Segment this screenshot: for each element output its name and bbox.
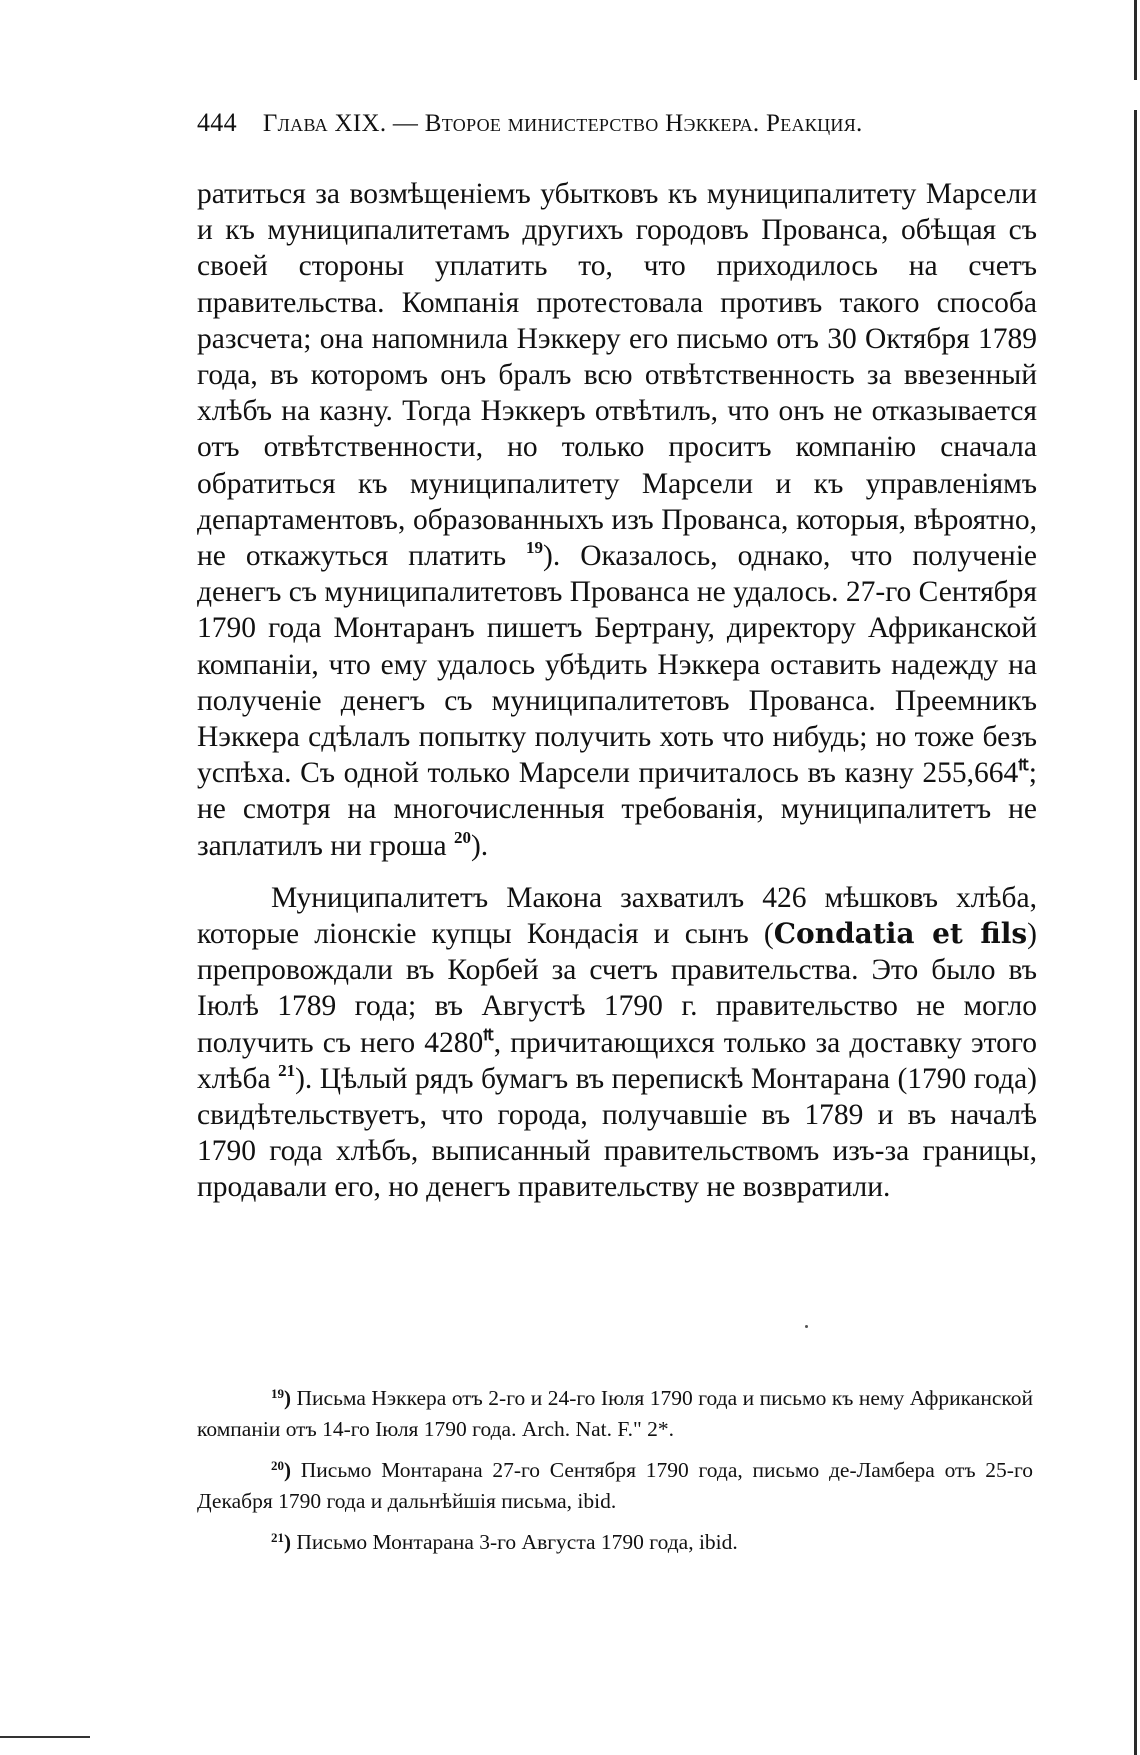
running-header [197,108,1037,148]
latin-name: Condatia et fils [773,917,1028,951]
footnote-mark: $^{20}$) [271,1458,291,1482]
footnote-mark: $^{21}$) [271,1530,291,1554]
footnote-19 [197,1383,1033,1445]
livre-symbol: ₶ [483,1024,494,1044]
paragraph-1-text-b: ). Оказалось, однако, что полученіе денегъ съ муниципалитетовъ Прованса не удалось. 27-го Сентября 1790 года Монтаранъ пишетъ Бертрану, директору Африканской компаніи, что ему удалось убѣдить Нэккера оставить надежду на полученіе денегъ съ муниципалитетовъ Прованса. Преемникъ Нэккера сдѣлалъ попытку получить хоть что нибудь; но тоже безъ успѣха. Съ одной только Марсели причиталось въ казну 255,664 [197,540,1038,790]
main-text [197,176,1037,1206]
paragraph-2-text-d: ). Цѣлый рядъ бумагъ въ перепискѣ Монтарана (1790 года) свидѣтельствуетъ, что города, получавшіе въ 1789 и въ началѣ 1790 года хлѣбъ, выписанный правительствомъ изъ-за границы, продавали его, но денегъ правительству не возвратили. [197,1062,1037,1204]
footnote-ref-20[interactable]: 20 [453,827,471,847]
page-number: 444 [197,108,237,137]
paragraph-2 [197,880,1037,1206]
paragraph-1-text-c: ; не смотря на многочисленныя требованія, муниципалитетъ не заплатилъ ни гроша [197,757,1037,862]
scan-speck [805,1325,808,1328]
paragraph-1-text-a: ратиться за возмѣщеніемъ убытковъ къ муниципалитету Марсели и къ муниципалитетамъ другихъ городовъ Прованса, обѣщая съ своей стороны уплатить то, что приходилось на счетъ правительства. Компанія протестовала противъ такого способа разсчета; она напомнила Нэккеру его письмо отъ 30 Октября 1789 года, въ которомъ онъ бралъ всю отвѣтственность за ввезенный хлѣбъ на казну. Тогда Нэккеръ отвѣтилъ, что онъ не отказывается отъ отвѣтственности, но только проситъ компанію сначала обратиться къ муниципалитету Марсели и къ управленіямъ департаментовъ, образованныхъ изъ Прованса, которыя, вѣроятно, не откажуться платить [197,178,1037,573]
scan-edge-line [1134,0,1137,1755]
paragraph-2-text-a: Муниципалитетъ Макона захватилъ 426 мѣшковъ хлѣба, которые ліонскіе купцы Кондасія и сынъ ( [197,881,1037,951]
paragraph-2-text-c: , причитающихся только за доставку этого хлѣба [197,1026,1037,1095]
footnote-mark: $^{19}$) [271,1386,291,1410]
scan-edge-gap [1130,80,1138,110]
running-title: Глава XIX. — Второе министерство Нэккера. Реакция. [262,110,863,137]
paragraph-2-text-b: ) препровождали въ Корбей за счетъ правительства. Это было въ Іюлѣ 1789 года; въ Августѣ 1790 г. правительство не могло получить съ него 4280 [197,918,1037,1059]
footnote-text: Письмо Монтарана 3-го Августа 1790 года, ibid. [296,1530,738,1554]
footnotes [197,1383,1033,1568]
footnote-20 [197,1455,1033,1517]
footnote-text: Письмо Монтарана 27-го Сентября 1790 года, письмо де-Ламбера отъ 25-го Декабря 1790 года и дальнѣйшія письма, ibid. [197,1458,1034,1513]
scan-bottom-mark [0,1736,90,1738]
footnote-21 [197,1527,1033,1558]
footnote-text: Письма Нэккера отъ 2-го и 24-го Іюля 1790 года и письмо къ нему Африканской компаніи отъ 14-го Іюля 1790 года. Arch. Nat. F." 2*. [197,1386,1033,1441]
footnote-ref-19[interactable]: 19 [526,538,544,558]
footnote-ref-21[interactable]: 21 [278,1060,296,1080]
paragraph-1 [197,176,1037,864]
paragraph-1-text-d: ). [470,829,489,862]
livre-symbol: ₶ [1018,755,1029,775]
